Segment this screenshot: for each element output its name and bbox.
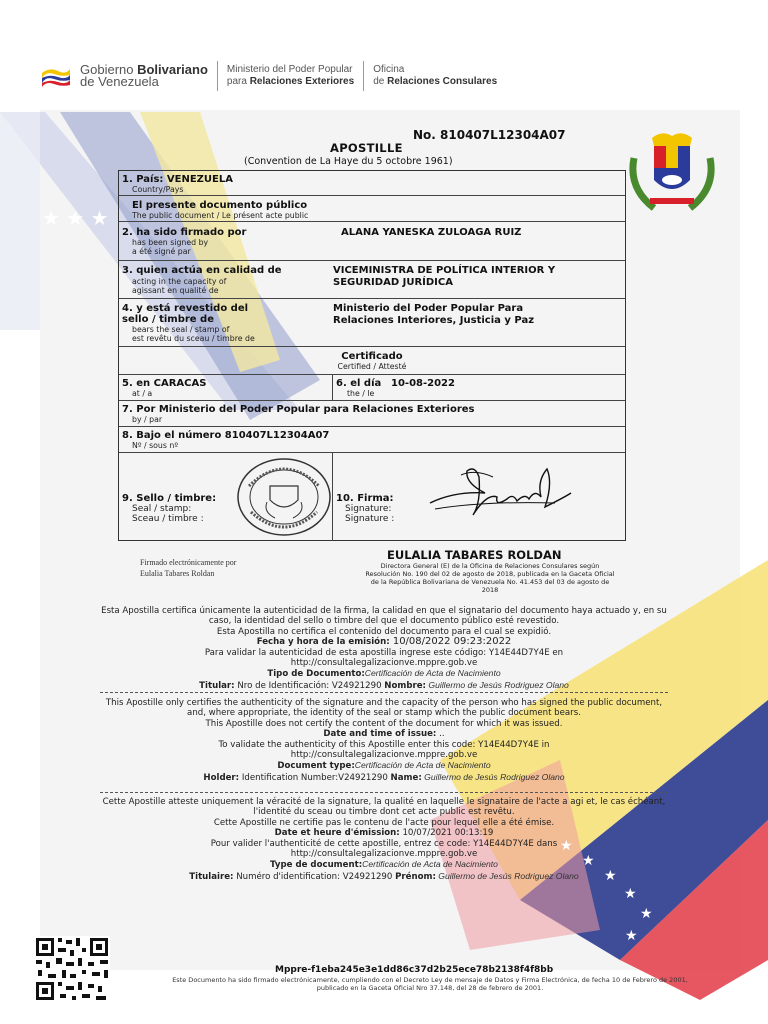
- place-sublabel: at / a: [132, 389, 153, 398]
- gobierno-label: Gobierno Bolivariano de Venezuela: [80, 62, 208, 89]
- signed-by-sublabel-fr: a été signé par: [132, 247, 191, 256]
- french-paragraph: Cette Apostille atteste uniquement la véracité de la signature, la qualité en laquelle le signataire de l'acte a agi et, le cas échéant, l'identité du sceau ou timbre dont cet acte public est revêtu.: [102, 797, 666, 818]
- place-label: 5. en CARACAS: [122, 378, 207, 389]
- legal-footer-line1: Este Documento ha sido firmado electrónicamente, cumpliendo con el Decreto Ley de mensaje de Datos y Firma Electrónica, de fecha 10 de Febrero de 2001,: [172, 976, 688, 984]
- seal-label: 9. Sello / timbre:: [122, 493, 217, 504]
- svg-text:★: ★: [560, 838, 573, 854]
- signed-by-label: 2. ha sido firmado por: [122, 227, 247, 238]
- coat-of-arms-icon: [624, 128, 720, 216]
- row-capacity: [119, 261, 625, 299]
- apostille-number: No. 810407L12304A07: [413, 128, 566, 142]
- row-certified: [119, 347, 625, 375]
- spanish-url[interactable]: http://consultalegalizacionve.mppre.gob.ve: [290, 658, 478, 669]
- page-title: APOSTILLE: [330, 141, 403, 155]
- signature-sublabel-en: Signature:: [345, 504, 392, 514]
- header-divider: [217, 61, 218, 91]
- oficina-label: Oficina de Relaciones Consulares: [373, 64, 498, 87]
- by-sublabel: by / par: [132, 415, 163, 424]
- svg-text:★: ★: [625, 928, 638, 944]
- signature-sublabel-fr: Signature :: [345, 514, 395, 524]
- french-holder-line: Titulaire: Numéro d'identification: V24921290 Prénom: Guillermo de Jesús Rodriguez Olano: [189, 870, 579, 882]
- spanish-validate-text: Para validar la autenticidad de esta apostilla ingrese este código: Y14E44D7Y4E en: [204, 647, 564, 658]
- cell-divider: [332, 453, 333, 541]
- french-section: [100, 797, 668, 882]
- signer-description: [340, 562, 640, 594]
- by-label: 7. Por Ministerio del Poder Popular para Relaciones Exteriores: [122, 404, 475, 415]
- section-divider: [100, 792, 668, 793]
- qr-code-icon[interactable]: [34, 936, 110, 1002]
- signer-desc-line: Directora General (E) de la Oficina de Relaciones Consulares según: [380, 562, 600, 570]
- convention-subtitle: (Convention de La Haye du 5 octobre 1961): [244, 156, 453, 167]
- capacity-value-line1: VICEMINISTRA DE POLÍTICA INTERIOR Y: [333, 265, 556, 276]
- signed-by-note-line2: Eulalia Tabares Roldan: [140, 569, 215, 578]
- english-doc-type-line: Document type:Certificación de Acta de Nacimiento: [277, 760, 491, 772]
- row-number: [119, 427, 625, 453]
- number-sublabel: Nº / sous nº: [132, 441, 179, 450]
- electronic-signature-note: [140, 557, 236, 579]
- row-country: [119, 171, 625, 196]
- svg-text:★ ★ ★: ★ ★ ★: [42, 206, 109, 230]
- section-divider: [100, 692, 668, 693]
- ministerio-label: Ministerio del Poder Popular para Relaciones Exteriores: [226, 64, 355, 87]
- svg-text:★: ★: [640, 906, 653, 922]
- row-place-date: [119, 375, 625, 401]
- french-disclaimer: Cette Apostille ne certifie pas le contenu de l'acte pour lequel elle a été émise.: [213, 817, 555, 828]
- english-url[interactable]: http://consultalegalizacionve.mppre.gob.ve: [290, 750, 478, 761]
- country-label: 1. País: VENEZUELA: [122, 174, 233, 185]
- english-holder-line: Holder: Identification Number:V24921290 Name: Guillermo de Jesús Rodriguez Olano: [203, 771, 565, 783]
- french-url[interactable]: http://consultalegalizacionve.mppre.gob.ve: [290, 849, 478, 860]
- official-seal-stamp-icon: [235, 456, 333, 538]
- legal-footer: [120, 976, 740, 992]
- capacity-label: 3. quien actúa en calidad de: [122, 265, 282, 276]
- english-disclaimer: This Apostille does not certify the content of the document for which it was issued.: [205, 718, 563, 729]
- spanish-disclaimer: Esta Apostilla no certifica el contenido del documento para el cual se expidió.: [216, 626, 552, 637]
- cell-divider: [332, 375, 333, 401]
- header-divider: [363, 61, 364, 91]
- signed-by-note-line1: Firmado electrónicamente por: [140, 558, 237, 567]
- row-seal-signature: [119, 453, 625, 541]
- seal-sublabel-fr: Sceau / timbre :: [132, 514, 204, 524]
- french-validate-text: Pour valider l'authenticité de cette apostille, entrez ce code: Y14E44D7Y4E dans: [210, 838, 558, 849]
- number-label: 8. Bajo el número 810407L12304A07: [122, 430, 330, 441]
- signer-name-value: ALANA YANESKA ZULOAGA RUIZ: [341, 227, 522, 238]
- public-document-label: El presente documento público: [132, 200, 308, 211]
- date-label: 6. el día: [336, 378, 382, 389]
- capacity-value-line2: SEGURIDAD JURÍDICA: [333, 277, 453, 288]
- english-section: [100, 698, 668, 783]
- signer-desc-line: de la República Bolivariana de Venezuela No. 41.453 del 03 de agosto de: [370, 578, 610, 586]
- apostille-table: [118, 170, 626, 541]
- spanish-paragraph: Esta Apostilla certifica únicamente la autenticidad de la firma, la calidad en que el signatario del documento haya actuado y, en su caso, la identidad del sello o timbre del que el documento público esté revestido.: [101, 606, 667, 627]
- row-by: [119, 401, 625, 427]
- public-document-sublabel: The public document / Le présent acte public: [132, 211, 309, 220]
- spanish-date-line: Fecha y hora de la emisión: 10/08/2022 09:23:2022: [256, 636, 512, 648]
- capacity-sublabel-fr: agissant en qualité de: [132, 286, 219, 295]
- seal-sublabel-en: Seal / stamp:: [132, 504, 192, 514]
- row-public-document: [119, 196, 625, 222]
- country-sublabel: Country/Pays: [132, 185, 184, 194]
- seal-of-label-line2: sello / timbre de: [122, 314, 214, 325]
- seal-of-label-line1: 4. y está revestido del: [122, 303, 249, 314]
- svg-text:★: ★: [604, 868, 617, 884]
- signer-name: EULALIA TABARES ROLDAN: [387, 548, 562, 562]
- certified-sublabel: Certified / Attesté: [337, 362, 407, 371]
- legal-footer-line2: publicado en la Gaceta Oficial Nro 37.148, del 28 de febrero de 2001.: [316, 984, 544, 992]
- spanish-doc-type-line: Tipo de Documento:Certificación de Acta de Nacimiento: [267, 668, 501, 680]
- date-sublabel: the / le: [347, 389, 375, 398]
- spanish-section: [100, 606, 668, 691]
- signature-label: 10. Firma:: [336, 493, 394, 504]
- signer-desc-line: 2018: [481, 586, 499, 594]
- venezuela-flag-logo-icon: [40, 65, 72, 87]
- seal-of-sublabel-fr: est revêtu du sceau / timbre de: [132, 334, 255, 343]
- capacity-sublabel-en: acting in the capacity of: [132, 277, 227, 286]
- row-signed-by: [119, 222, 625, 261]
- english-validate-text: To validate the authenticity of this Apostille enter this code: Y14E44D7Y4E in: [218, 739, 550, 750]
- svg-text:★: ★: [624, 886, 637, 902]
- french-doc-type-line: Type de document:Certificación de Acta de Nacimiento: [270, 859, 498, 871]
- verification-hash: Mppre-f1eba245e3e1dd86c37d2b25ece78b2138f4f8bb: [275, 965, 554, 975]
- seal-of-value-line2: Relaciones Interiores, Justicia y Paz: [333, 315, 535, 326]
- seal-of-sublabel-en: bears the seal / stamp of: [132, 325, 230, 334]
- handwritten-signature-icon: [425, 463, 575, 525]
- english-date-line: Date and time of issue: ..: [323, 729, 445, 740]
- date-value: 10-08-2022: [391, 378, 455, 389]
- french-date-line: Date et heure d'émission: 10/07/2021 00:13:19: [274, 828, 494, 839]
- english-paragraph: This Apostille only certifies the authenticity of the signature and the capacity of the person who has signed the public document, and, where appropriate, the identity of the seal or stamp which the public document bears.: [105, 698, 663, 719]
- letterhead: [40, 58, 580, 94]
- seal-of-value-line1: Ministerio del Poder Popular Para: [333, 303, 524, 314]
- spanish-holder-line: Titular: Nro de Identificación: V24921290 Nombre: Guillermo de Jesús Rodriguez Olano: [199, 679, 569, 691]
- signed-by-sublabel-en: has been signed by: [132, 238, 209, 247]
- certified-label: Certificado: [341, 351, 403, 362]
- row-seal-of: [119, 299, 625, 347]
- svg-text:★: ★: [582, 853, 595, 869]
- signer-desc-line: Resolución No. 190 del 02 de agosto de 2018, publicada en la Gaceta Oficial: [365, 570, 615, 578]
